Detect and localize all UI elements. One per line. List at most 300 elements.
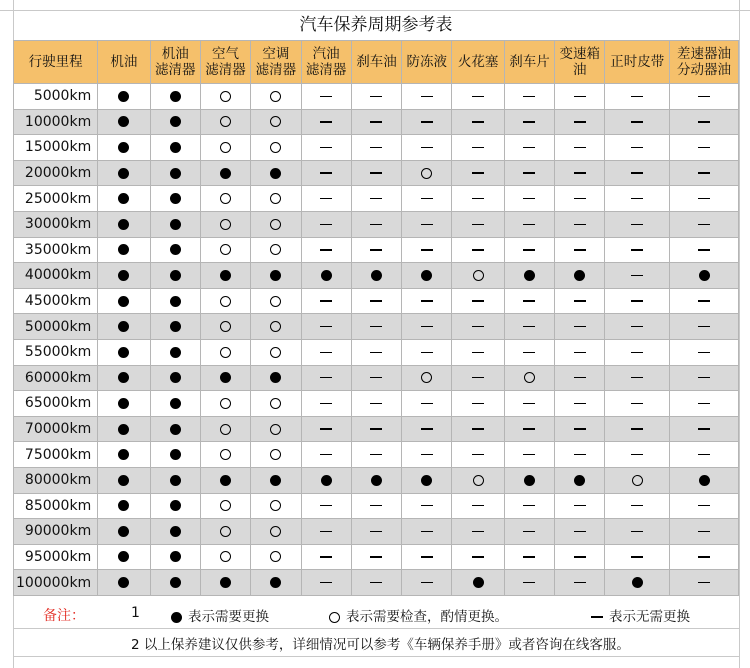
filled-circle-icon [574, 270, 585, 281]
dash-icon [472, 556, 484, 557]
mark-cell [452, 493, 504, 519]
dash-icon [472, 121, 484, 122]
mark-cell [251, 416, 301, 442]
table-row [14, 544, 739, 570]
dash-icon [320, 531, 332, 532]
dash-icon [421, 147, 433, 148]
dash-icon [523, 556, 535, 557]
mark-cell [150, 160, 200, 186]
header-item-5: 汽油 滤清器 [301, 41, 351, 84]
filled-circle-icon [371, 270, 382, 281]
dash-icon [698, 121, 710, 122]
dash-icon [574, 352, 586, 353]
mark-cell [504, 442, 554, 468]
dash-icon [631, 326, 643, 327]
header-item-1: 机油 [98, 41, 150, 84]
header-item-9: 刹车片 [504, 41, 554, 84]
mileage-cell: 10000km [14, 109, 98, 135]
hollow-circle-icon [220, 500, 231, 511]
mark-cell [402, 442, 452, 468]
mark-cell [402, 391, 452, 417]
dash-icon [320, 377, 332, 378]
mark-cell [351, 365, 401, 391]
dash-icon [631, 224, 643, 225]
mark-cell [301, 186, 351, 212]
dash-icon [631, 300, 643, 301]
mark-cell [150, 211, 200, 237]
filled-circle-icon [321, 475, 332, 486]
dash-icon [574, 249, 586, 250]
filled-circle-icon [118, 398, 129, 409]
dash-icon [370, 403, 382, 404]
filled-circle-icon [220, 577, 231, 588]
mileage-cell: 75000km [14, 442, 98, 468]
dash-icon [523, 582, 535, 583]
mark-cell [351, 544, 401, 570]
mark-cell [200, 570, 250, 596]
mark-cell [150, 135, 200, 161]
mileage-cell: 40000km [14, 263, 98, 289]
mark-cell [301, 84, 351, 110]
mark-cell [605, 186, 670, 212]
dash-icon [320, 505, 332, 506]
mileage-cell: 85000km [14, 493, 98, 519]
hollow-circle-icon [220, 219, 231, 230]
mark-cell [555, 263, 605, 289]
mark-cell [351, 339, 401, 365]
mark-cell [402, 186, 452, 212]
mark-cell [98, 186, 150, 212]
table-row [14, 109, 739, 135]
dash-icon [574, 121, 586, 122]
filled-circle-icon [170, 475, 181, 486]
dash-icon [320, 326, 332, 327]
table-row [14, 186, 739, 212]
mark-cell [98, 519, 150, 545]
hollow-circle-icon [220, 193, 231, 204]
mark-cell [452, 467, 504, 493]
notes-label: 备注： [43, 608, 85, 624]
mark-cell [251, 519, 301, 545]
mileage-cell: 60000km [14, 365, 98, 391]
dash-icon [574, 172, 586, 173]
mark-cell [670, 570, 739, 596]
mark-cell [605, 160, 670, 186]
dash-icon [523, 147, 535, 148]
table-row [14, 519, 739, 545]
mark-cell [200, 237, 250, 263]
mark-cell [605, 314, 670, 340]
mark-cell [452, 84, 504, 110]
mark-cell [555, 314, 605, 340]
mark-cell [605, 519, 670, 545]
dash-icon [698, 198, 710, 199]
dash-icon [370, 428, 382, 429]
mark-cell [200, 339, 250, 365]
dash-icon [370, 121, 382, 122]
mark-cell [555, 288, 605, 314]
mark-cell [670, 544, 739, 570]
dash-icon [631, 96, 643, 97]
filled-circle-icon [270, 475, 281, 486]
dash-icon [574, 505, 586, 506]
notes-section [13, 600, 739, 656]
table-row [14, 391, 739, 417]
header-item-6: 刹车油 [351, 41, 401, 84]
dash-icon [421, 582, 433, 583]
mark-cell [150, 391, 200, 417]
mark-cell [200, 365, 250, 391]
legend-full [171, 605, 269, 625]
mark-cell [452, 544, 504, 570]
filled-circle-icon [170, 551, 181, 562]
dash-icon [370, 198, 382, 199]
mark-cell [301, 160, 351, 186]
mileage-cell: 70000km [14, 416, 98, 442]
mark-cell [150, 339, 200, 365]
mark-cell [200, 442, 250, 468]
dash-icon [523, 531, 535, 532]
dash-icon [421, 454, 433, 455]
dash-icon [320, 172, 332, 173]
filled-circle-icon [220, 475, 231, 486]
mark-cell [200, 135, 250, 161]
mark-cell [98, 211, 150, 237]
mark-cell [452, 263, 504, 289]
header-item-7: 防冻液 [402, 41, 452, 84]
hollow-circle-icon [329, 612, 340, 623]
mark-cell [452, 519, 504, 545]
dash-icon [421, 428, 433, 429]
dash-icon [631, 172, 643, 173]
mileage-cell: 20000km [14, 160, 98, 186]
mark-cell [98, 237, 150, 263]
filled-circle-icon [699, 270, 710, 281]
mark-cell [251, 314, 301, 340]
mileage-cell: 65000km [14, 391, 98, 417]
dash-icon [574, 403, 586, 404]
mark-cell [251, 186, 301, 212]
dash-icon [370, 352, 382, 353]
dash-icon [698, 531, 710, 532]
dash-icon [472, 326, 484, 327]
mark-cell [301, 442, 351, 468]
mark-cell [670, 135, 739, 161]
filled-circle-icon [170, 142, 181, 153]
mark-cell [200, 314, 250, 340]
dash-icon [320, 198, 332, 199]
mark-cell [150, 314, 200, 340]
dash-icon [698, 428, 710, 429]
dash-icon [574, 556, 586, 557]
mark-cell [351, 237, 401, 263]
mark-cell [452, 442, 504, 468]
dash-icon [472, 531, 484, 532]
dash-icon [631, 249, 643, 250]
mark-cell [504, 160, 554, 186]
dash-icon [631, 428, 643, 429]
mileage-cell: 5000km [14, 84, 98, 110]
mark-cell [504, 84, 554, 110]
hollow-circle-icon [220, 244, 231, 255]
hollow-circle-icon [473, 270, 484, 281]
mark-cell [504, 391, 554, 417]
mark-cell [98, 416, 150, 442]
mark-cell [555, 391, 605, 417]
dash-icon [631, 352, 643, 353]
mark-cell [98, 288, 150, 314]
mark-cell [402, 263, 452, 289]
dash-icon [370, 531, 382, 532]
mark-cell [504, 186, 554, 212]
hollow-circle-icon [220, 398, 231, 409]
mark-cell [351, 519, 401, 545]
mark-cell [670, 263, 739, 289]
mark-cell [504, 135, 554, 161]
dash-icon [698, 249, 710, 250]
filled-circle-icon [118, 296, 129, 307]
mark-cell [670, 519, 739, 545]
mark-cell [504, 109, 554, 135]
mark-cell [670, 493, 739, 519]
dash-icon [523, 249, 535, 250]
hollow-circle-icon [270, 244, 281, 255]
mark-cell [98, 493, 150, 519]
mark-cell [351, 263, 401, 289]
mark-cell [301, 519, 351, 545]
filled-circle-icon [118, 116, 129, 127]
dash-icon [574, 428, 586, 429]
dash-icon [472, 505, 484, 506]
mark-cell [301, 365, 351, 391]
filled-circle-icon [421, 475, 432, 486]
filled-circle-icon [270, 577, 281, 588]
mark-cell [452, 314, 504, 340]
hollow-circle-icon [270, 91, 281, 102]
mark-cell [402, 544, 452, 570]
mark-cell [670, 391, 739, 417]
mark-cell [670, 186, 739, 212]
mark-cell [555, 570, 605, 596]
mark-cell [301, 263, 351, 289]
hollow-circle-icon [473, 475, 484, 486]
mark-cell [351, 84, 401, 110]
note-number-1: 1 [131, 605, 140, 621]
mark-cell [200, 211, 250, 237]
mark-cell [150, 570, 200, 596]
mark-cell [670, 237, 739, 263]
dash-icon [370, 300, 382, 301]
mark-cell [150, 84, 200, 110]
mark-cell [98, 160, 150, 186]
mark-cell [251, 211, 301, 237]
mark-cell [200, 493, 250, 519]
filled-circle-icon [118, 577, 129, 588]
table-row [14, 288, 739, 314]
mark-cell [504, 211, 554, 237]
mark-cell [200, 186, 250, 212]
mark-cell [452, 570, 504, 596]
mark-cell [98, 467, 150, 493]
mark-cell [200, 544, 250, 570]
dash-icon [472, 147, 484, 148]
mark-cell [504, 339, 554, 365]
hollow-circle-icon [421, 168, 432, 179]
filled-circle-icon [170, 321, 181, 332]
table-row [14, 263, 739, 289]
mark-cell [200, 519, 250, 545]
filled-circle-icon [170, 372, 181, 383]
mark-cell [670, 365, 739, 391]
mark-cell [351, 442, 401, 468]
mark-cell [351, 391, 401, 417]
dash-icon [574, 300, 586, 301]
filled-circle-icon [170, 270, 181, 281]
mark-cell [452, 416, 504, 442]
hollow-circle-icon [270, 219, 281, 230]
mark-cell [504, 544, 554, 570]
maintenance-table [13, 40, 739, 596]
dash-icon [421, 249, 433, 250]
mark-cell [150, 288, 200, 314]
mark-cell [150, 186, 200, 212]
mark-cell [402, 109, 452, 135]
header-item-12: 差速器油 分动器油 [670, 41, 739, 84]
dash-icon [523, 326, 535, 327]
mileage-cell: 55000km [14, 339, 98, 365]
dash-icon [320, 224, 332, 225]
dash-icon [523, 198, 535, 199]
dash-icon [320, 556, 332, 557]
filled-circle-icon [118, 168, 129, 179]
dash-icon [472, 300, 484, 301]
filled-circle-icon [170, 526, 181, 537]
mark-cell [301, 416, 351, 442]
mark-cell [301, 544, 351, 570]
mark-cell [670, 84, 739, 110]
mark-cell [555, 135, 605, 161]
dash-icon [472, 249, 484, 250]
table-row [14, 442, 739, 468]
mileage-cell: 30000km [14, 211, 98, 237]
mark-cell [452, 186, 504, 212]
mark-cell [555, 339, 605, 365]
dash-icon [370, 454, 382, 455]
dash-icon [631, 403, 643, 404]
mark-cell [402, 160, 452, 186]
mark-cell [605, 467, 670, 493]
hollow-circle-icon [220, 116, 231, 127]
filled-circle-icon [270, 168, 281, 179]
dash-icon [421, 96, 433, 97]
dash-icon [320, 147, 332, 148]
hollow-circle-icon [220, 526, 231, 537]
mark-cell [402, 237, 452, 263]
filled-circle-icon [170, 500, 181, 511]
dash-icon [472, 352, 484, 353]
hollow-circle-icon [270, 424, 281, 435]
mark-cell [301, 339, 351, 365]
mark-cell [605, 493, 670, 519]
dash-icon [370, 326, 382, 327]
mark-cell [251, 365, 301, 391]
dash-icon [370, 556, 382, 557]
dash-icon [472, 96, 484, 97]
mark-cell [200, 109, 250, 135]
mark-cell [251, 339, 301, 365]
dash-icon [320, 300, 332, 301]
sheet-border-right [739, 0, 740, 668]
mark-cell [452, 288, 504, 314]
mark-cell [670, 314, 739, 340]
mileage-cell: 45000km [14, 288, 98, 314]
mark-cell [251, 391, 301, 417]
dash-icon [698, 172, 710, 173]
filled-circle-icon [170, 577, 181, 588]
dash-icon [698, 352, 710, 353]
header-item-2: 机油 滤清器 [150, 41, 200, 84]
dash-icon [370, 96, 382, 97]
mark-cell [200, 416, 250, 442]
mark-cell [605, 391, 670, 417]
mark-cell [605, 211, 670, 237]
mark-cell [351, 211, 401, 237]
dash-icon [370, 224, 382, 225]
mark-cell [555, 237, 605, 263]
filled-circle-icon [632, 577, 643, 588]
dash-icon [591, 616, 603, 617]
mark-cell [98, 570, 150, 596]
dash-icon [698, 556, 710, 557]
mark-cell [402, 314, 452, 340]
mark-cell [150, 237, 200, 263]
dash-icon [523, 352, 535, 353]
filled-circle-icon [524, 270, 535, 281]
mark-cell [670, 160, 739, 186]
mark-cell [605, 263, 670, 289]
mark-cell [98, 339, 150, 365]
filled-circle-icon [574, 475, 585, 486]
mark-cell [98, 109, 150, 135]
mark-cell [351, 570, 401, 596]
filled-circle-icon [118, 347, 129, 358]
header-item-11: 正时皮带 [605, 41, 670, 84]
mark-cell [555, 467, 605, 493]
mark-cell [670, 109, 739, 135]
mark-cell [150, 467, 200, 493]
mark-cell [605, 339, 670, 365]
dash-icon [631, 198, 643, 199]
dash-icon [472, 198, 484, 199]
mark-cell [200, 160, 250, 186]
mark-cell [351, 160, 401, 186]
mark-cell [555, 442, 605, 468]
mark-cell [251, 467, 301, 493]
dash-icon [631, 147, 643, 148]
hollow-circle-icon [524, 372, 535, 383]
mark-cell [251, 570, 301, 596]
mark-cell [251, 160, 301, 186]
dash-icon [421, 198, 433, 199]
filled-circle-icon [118, 193, 129, 204]
mark-cell [670, 211, 739, 237]
table-row [14, 135, 739, 161]
hollow-circle-icon [270, 193, 281, 204]
mark-cell [150, 544, 200, 570]
filled-circle-icon [270, 372, 281, 383]
dash-icon [574, 96, 586, 97]
mark-cell [251, 109, 301, 135]
